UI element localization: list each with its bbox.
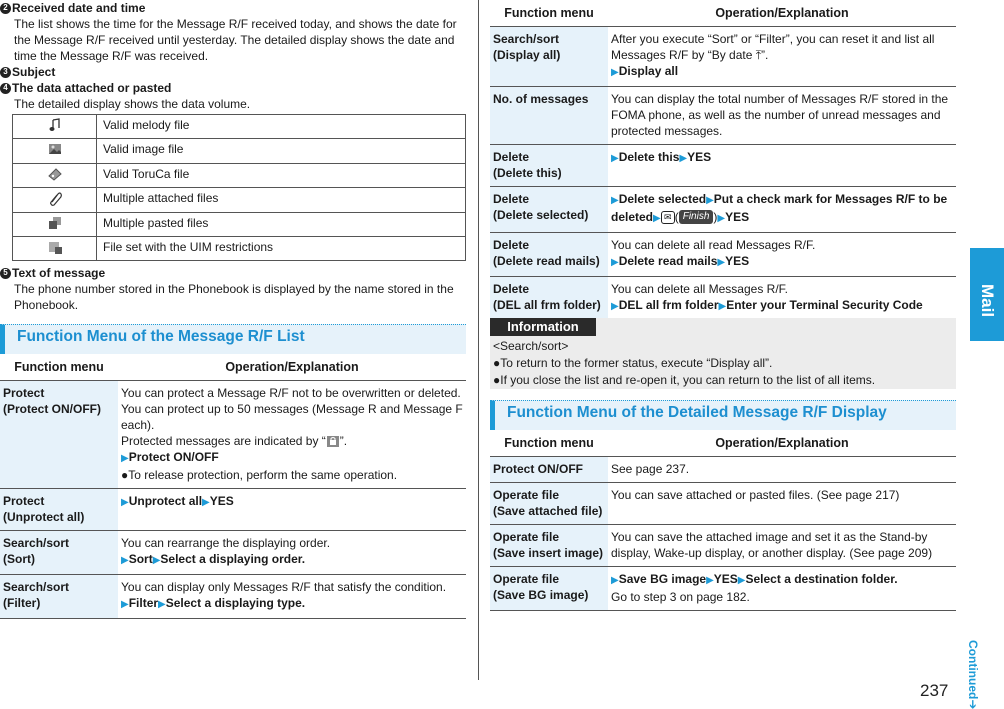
table-row: Valid melody file (13, 115, 466, 139)
toruca-icon (47, 166, 63, 182)
arrow-icon: ▶ (737, 574, 746, 586)
bullet-icon: ● (493, 356, 501, 370)
table-row: Valid ToruCa file (13, 163, 466, 187)
arrow-icon: ▶ (158, 598, 166, 610)
arrow-icon: ▶ (679, 152, 688, 164)
arrow-icon: ▶ (611, 574, 619, 586)
function-table-detailed (490, 430, 956, 611)
arrow-icon: ▶ (121, 496, 129, 508)
table-row: Search/sort (Sort) You can rearrange the displaying order. ▶Sort▶Select a displaying order. (0, 530, 466, 574)
continued-arrow-icon: ➔ (966, 699, 980, 709)
uim-restricted-icon (47, 239, 63, 255)
section-title-list: Function Menu of the Message R/F List (0, 324, 466, 354)
table-row: Operate file (Save insert image) You can save the attached image and set it as the Stand-by display, Wake-up display, or another display. (See page 209) (490, 524, 956, 566)
bullet-icon: ● (121, 467, 129, 482)
table-row: Operate file (Save attached file) You can save attached or pasted files. (See page 217) (490, 482, 956, 524)
arrow-icon: ▶ (611, 194, 619, 206)
right-column (490, 0, 956, 339)
arrow-icon: ▶ (717, 256, 726, 268)
arrow-icon: ▶ (121, 554, 129, 566)
arrow-icon: ▶ (706, 194, 714, 206)
continued-label: Continued➔ (966, 640, 980, 709)
finish-softkey: Finish (679, 210, 714, 224)
left-column (0, 0, 466, 619)
paperclip-icon (47, 190, 63, 206)
item-received-date-heading: 2 Received date and time (0, 0, 466, 16)
table-row: Protect (Unprotect all) ▶Unprotect all▶YES (0, 488, 466, 530)
table-row: Search/sort (Display all) After you execute “Sort” or “Filter”, you can reset it and list all Messages R/F by “By date ⤒”. ▶Display all (490, 26, 956, 86)
table-header-row: Function menu Operation/Explanation (0, 354, 466, 380)
table-row: Protect (Protect ON/OFF) You can protect a Message R/F not to be overwritten or deleted. You can protect up to 50 messages (Message R and Message F each). Protected messages are indicated by “ ”. ▶Protect ON/OFF ●To release protection, perform the same operation. (0, 380, 466, 488)
item-text-body: The phone number stored in the Phonebook is displayed by the name stored in the Phonebook. (14, 282, 454, 313)
table-row: Operate file (Save BG image) ▶Save BG image▶YES▶Select a destination folder. Go to step 3 on page 182. (490, 566, 956, 610)
image-icon (47, 141, 63, 157)
bullet-icon: ● (493, 373, 501, 387)
arrow-icon: ▶ (706, 574, 714, 586)
information-tab: Information (490, 318, 596, 336)
arrow-icon: ▶ (202, 496, 210, 508)
section-title-detailed: Function Menu of the Detailed Message R/F Display (490, 400, 956, 430)
pasted-files-icon (47, 215, 63, 231)
table-row: Multiple attached files (13, 188, 466, 212)
mail-key-icon: ✉ (661, 211, 675, 224)
protect-lock-icon (326, 435, 340, 448)
information-box: Information <Search/sort> ●To return to the former status, execute “Display all”. ●If you close the list and re-open it, you can return to the list of all items. (490, 318, 956, 389)
item-received-date-text: The list shows the time for the Message R/F received today, and shows the date for the Message R/F received until yesterday. The detailed display shows the date and time the Message R/F was received. (14, 17, 457, 63)
info-heading: <Search/sort> (493, 339, 569, 353)
table-row: Delete (Delete this) ▶Delete this▶YES (490, 144, 956, 186)
arrow-icon: ▶ (611, 152, 619, 164)
table-row: Delete (Delete selected) ▶Delete selected▶Put a check mark for Messages R/F to be deleted▶ ✉ ( Finish )▶YES (490, 186, 956, 232)
item-data-attached-heading: 4 The data attached or pasted (0, 80, 466, 96)
arrow-icon: ▶ (121, 598, 129, 610)
melody-icon (47, 117, 63, 133)
table-row: Delete (DEL all frm folder) You can delete all Messages R/F. ▶DEL all frm folder▶Enter your Terminal Security Code (490, 276, 956, 338)
file-icon-table (12, 114, 466, 261)
table-row: Search/sort (Filter) You can display only Messages R/F that satisfy the condition. ▶Filter▶Select a displaying type. (0, 574, 466, 618)
item-text-heading: 5 Text of message (0, 265, 466, 281)
arrow-icon: ▶ (718, 300, 727, 312)
arrow-icon: ▶ (121, 452, 129, 464)
arrow-icon: ▶ (717, 212, 726, 224)
function-table-list (0, 354, 466, 619)
table-header-row: Function menu Operation/Explanation (490, 430, 956, 456)
arrow-icon: ▶ (653, 212, 661, 224)
item-data-attached-text: The detailed display shows the data volume. (14, 97, 251, 111)
arrow-icon: ▶ (611, 256, 619, 268)
table-row: Valid image file (13, 139, 466, 163)
column-divider (478, 0, 479, 680)
table-row: Multiple pasted files (13, 212, 466, 236)
table-row: No. of messages You can display the total number of Messages R/F stored in the FOMA phone, as well as the number of unread messages and protected messages. (490, 86, 956, 144)
table-header-row: Function menu Operation/Explanation (490, 0, 956, 26)
function-table-list-cont (490, 0, 956, 339)
arrow-icon: ▶ (611, 66, 619, 78)
arrow-icon: ▶ (152, 554, 161, 566)
page-number: 237 (920, 681, 949, 700)
table-row: Delete (Delete read mails) You can delete all read Messages R/F. ▶Delete read mails▶YES (490, 232, 956, 276)
table-row: Protect ON/OFF See page 237. (490, 456, 956, 482)
item-subject-heading: 3 Subject (0, 64, 466, 80)
side-tab-label: Mail (978, 284, 997, 318)
detailed-section (490, 400, 956, 611)
arrow-icon: ▶ (611, 300, 619, 312)
table-row: File set with the UIM restrictions (13, 236, 466, 260)
